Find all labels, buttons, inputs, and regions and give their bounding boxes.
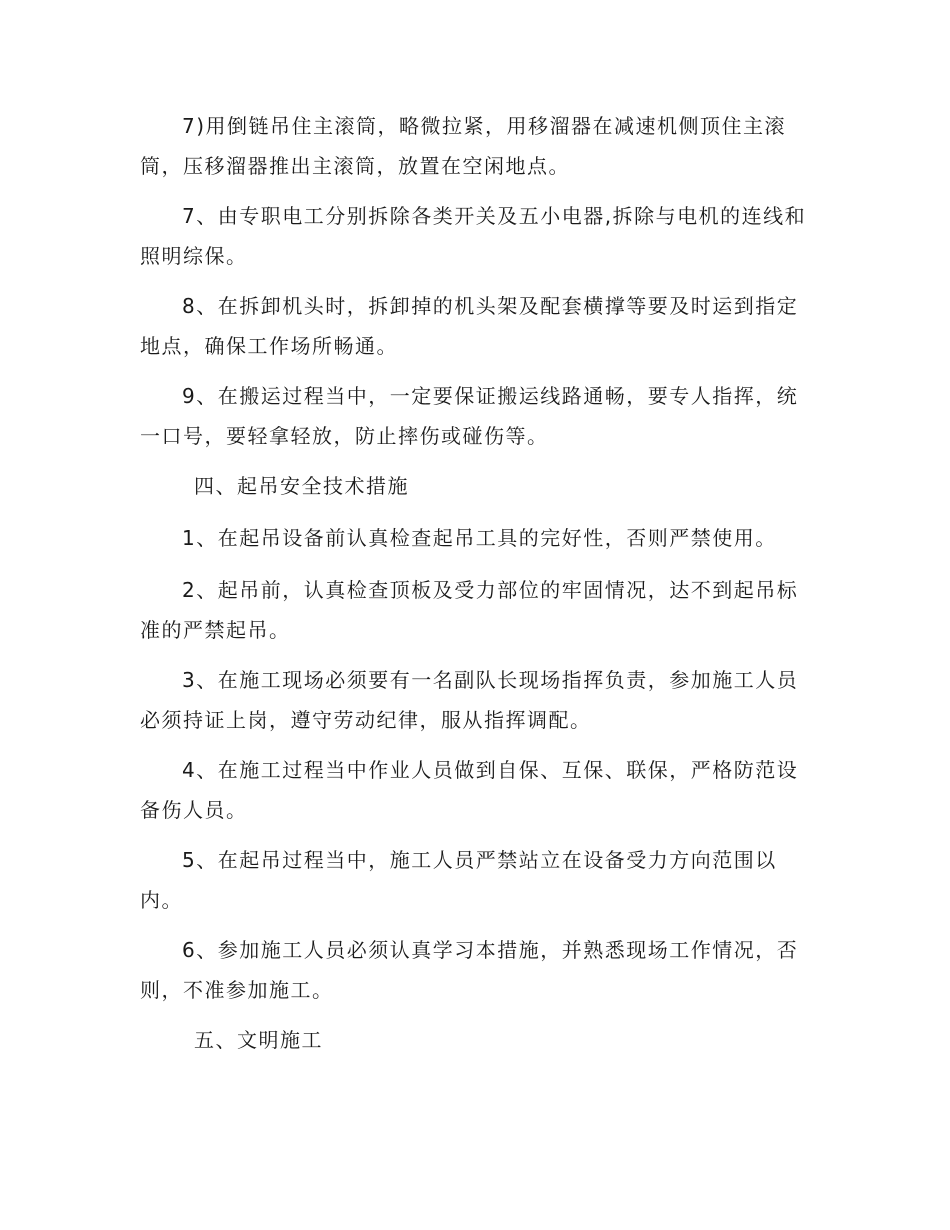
paragraph-step-8: 8、在拆卸机头时，拆卸掉的机头架及配套横撑等要及时运到指定地点，确保工作场所畅通。 bbox=[140, 294, 799, 358]
paragraph-step-7-roller: 7)用倒链吊住主滚筒，略微拉紧，用移溜器在减速机侧顶住主滚筒，压移溜器推出主滚筒，放置在空闲地点。 bbox=[140, 114, 787, 178]
paragraph-lifting-3: 3、在施工现场必须要有一名副队长现场指挥负责，参加施工人员必须持证上岗，遵守劳动纪律，服从指挥调配。 bbox=[140, 668, 799, 732]
paragraph-step-9: 9、在搬运过程当中，一定要保证搬运线路通畅，要专人指挥，统一口号，要轻拿轻放，防止摔伤或碰伤等。 bbox=[140, 384, 799, 448]
paragraph-lifting-4: 4、在施工过程当中作业人员做到自保、互保、联保，严格防范设备伤人员。 bbox=[140, 758, 799, 822]
section-heading-5: 五、文明施工 bbox=[194, 1028, 323, 1052]
paragraph-lifting-5: 5、在起吊过程当中，施工人员严禁站立在设备受力方向范围以内。 bbox=[140, 848, 777, 912]
paragraph-lifting-2: 2、起吊前，认真检查顶板及受力部位的牢固情况，达不到起吊标准的严禁起吊。 bbox=[140, 578, 799, 642]
paragraph-step-7-electrician: 7、由专职电工分别拆除各类开关及五小电器,拆除与电机的连线和照明综保。 bbox=[140, 204, 807, 268]
paragraph-lifting-6: 6、参加施工人员必须认真学习本措施，并熟悉现场工作情况，否则，不准参加施工。 bbox=[140, 938, 799, 1002]
section-heading-4: 四、起吊安全技术措施 bbox=[194, 474, 409, 498]
paragraph-lifting-1: 1、在起吊设备前认真检查起吊工具的完好性，否则严禁使用。 bbox=[182, 526, 777, 550]
